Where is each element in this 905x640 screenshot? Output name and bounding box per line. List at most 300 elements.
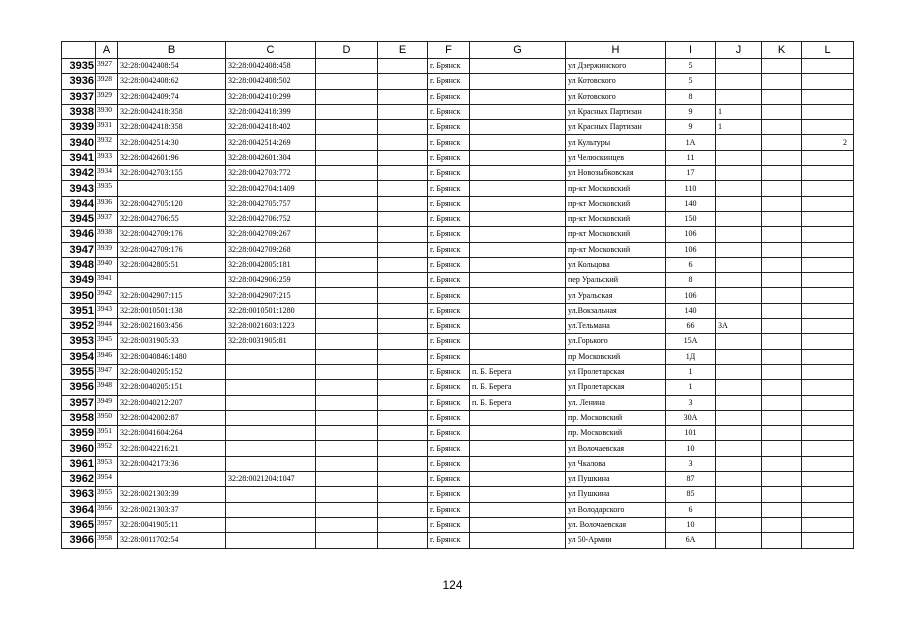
cell-a: 3938 [96,227,118,242]
cell-g [470,349,566,364]
cell-f: г. Брянск [428,135,470,150]
cell-j [716,533,762,548]
cell-e [378,517,428,532]
cell-k [762,150,802,165]
row-number: 3955 [62,364,96,379]
cell-j [716,517,762,532]
cell-d [316,319,378,334]
cell-d [316,120,378,135]
cell-a: 3928 [96,74,118,89]
table-row [62,196,854,211]
cell-f: г. Брянск [428,150,470,165]
cell-b: 32:28:0010501:138 [118,303,226,318]
cell-f: г. Брянск [428,104,470,119]
cell-i: 3 [666,456,716,471]
cell-a: 3946 [96,349,118,364]
cell-f: г. Брянск [428,441,470,456]
cell-b: 32:28:0042002:87 [118,410,226,425]
cell-j [716,89,762,104]
cell-b [118,472,226,487]
cell-g [470,196,566,211]
cell-j [716,395,762,410]
table-row [62,380,854,395]
cell-f: г. Брянск [428,410,470,425]
cell-i: 6 [666,257,716,272]
cell-g [470,242,566,257]
cell-i: 8 [666,89,716,104]
cell-g: п. Б. Берега [470,364,566,379]
cell-l [802,211,854,226]
row-number: 3940 [62,135,96,150]
cell-g [470,257,566,272]
row-number: 3953 [62,334,96,349]
cell-h: ул.Тельмана [566,319,666,334]
cell-j [716,364,762,379]
cell-c: 32:28:0042703:772 [226,166,316,181]
table-row [62,441,854,456]
cell-j [716,441,762,456]
cell-d [316,364,378,379]
cell-i: 1 [666,364,716,379]
row-number: 3963 [62,487,96,502]
cell-j [716,380,762,395]
cell-j [716,487,762,502]
cell-a: 3955 [96,487,118,502]
cell-c [226,349,316,364]
cell-f: г. Брянск [428,181,470,196]
cell-b: 32:28:0042705:120 [118,196,226,211]
cell-d [316,59,378,74]
cell-b: 32:28:0021303:39 [118,487,226,502]
cell-k [762,166,802,181]
cell-c: 32:28:0042706:752 [226,211,316,226]
cell-l [802,59,854,74]
cell-e [378,441,428,456]
table-row [62,364,854,379]
cell-j [716,303,762,318]
cell-f: г. Брянск [428,456,470,471]
cell-f: г. Брянск [428,380,470,395]
cell-i: 140 [666,196,716,211]
cell-e [378,242,428,257]
cell-g [470,288,566,303]
cell-i: 101 [666,426,716,441]
cell-f: г. Брянск [428,59,470,74]
row-number: 3959 [62,426,96,441]
cell-d [316,472,378,487]
cell-g [470,120,566,135]
cell-h: пр Московский [566,349,666,364]
cell-h: ул Володарского [566,502,666,517]
cell-l [802,288,854,303]
table-row [62,120,854,135]
cell-h: ул Дзержинского [566,59,666,74]
cell-d [316,288,378,303]
cell-h: пр-кт Московский [566,227,666,242]
cell-f: г. Брянск [428,211,470,226]
cell-b: 32:28:0041905:11 [118,517,226,532]
cell-j: 1 [716,104,762,119]
cell-a: 3953 [96,456,118,471]
table-row [62,456,854,471]
cell-j [716,502,762,517]
cell-h: ул Красных Партизан [566,104,666,119]
cell-b: 32:28:0031905:33 [118,334,226,349]
cell-a: 3933 [96,150,118,165]
cell-c [226,487,316,502]
cell-h: ул. Ленина [566,395,666,410]
cell-h: пр. Московский [566,426,666,441]
cell-g [470,166,566,181]
cell-b: 32:28:0042907:115 [118,288,226,303]
cell-i: 1А [666,135,716,150]
cell-a: 3956 [96,502,118,517]
cell-b: 32:28:0041604:264 [118,426,226,441]
cell-l [802,150,854,165]
cell-c [226,380,316,395]
cell-d [316,196,378,211]
cell-c: 32:28:0042418:399 [226,104,316,119]
cell-e [378,410,428,425]
cell-e [378,487,428,502]
row-number: 3936 [62,74,96,89]
cell-f: г. Брянск [428,303,470,318]
cell-c: 32:28:0042514:269 [226,135,316,150]
cell-i: 1 [666,380,716,395]
cell-g [470,59,566,74]
cell-h: ул Волочаевская [566,441,666,456]
cell-i: 3 [666,395,716,410]
cell-g [470,303,566,318]
row-number: 3938 [62,104,96,119]
cell-b: 32:28:0040205:152 [118,364,226,379]
cell-k [762,395,802,410]
cell-c: 32:28:0042705:757 [226,196,316,211]
cell-c: 32:28:0021204:1047 [226,472,316,487]
cell-c: 32:28:0042408:502 [226,74,316,89]
cell-k [762,242,802,257]
column-header-j: J [716,42,762,59]
cell-j [716,242,762,257]
cell-d [316,395,378,410]
cell-i: 110 [666,181,716,196]
cell-e [378,166,428,181]
cell-b: 32:28:0042601:96 [118,150,226,165]
cell-f: г. Брянск [428,426,470,441]
cell-d [316,150,378,165]
cell-k [762,441,802,456]
cell-e [378,89,428,104]
cell-b: 32:28:0042409:74 [118,89,226,104]
cell-a: 3932 [96,135,118,150]
table-row [62,533,854,548]
cell-i: 17 [666,166,716,181]
row-number: 3961 [62,456,96,471]
cell-b: 32:28:0042703:155 [118,166,226,181]
table-row [62,334,854,349]
cell-k [762,74,802,89]
cell-k [762,211,802,226]
row-number: 3950 [62,288,96,303]
cell-c [226,533,316,548]
cell-h: ул Чкалова [566,456,666,471]
cell-f: г. Брянск [428,533,470,548]
cell-d [316,349,378,364]
cell-a: 3941 [96,273,118,288]
cell-i: 150 [666,211,716,226]
cell-i: 6А [666,533,716,548]
cell-f: г. Брянск [428,364,470,379]
table-row [62,150,854,165]
row-number: 3935 [62,59,96,74]
column-header-a: A [96,42,118,59]
cell-g [470,74,566,89]
column-header-f: F [428,42,470,59]
cell-k [762,181,802,196]
cell-h: ул Уральская [566,288,666,303]
table-row [62,487,854,502]
cell-d [316,517,378,532]
cell-e [378,319,428,334]
cell-d [316,303,378,318]
cell-h: пр-кт Московский [566,242,666,257]
cell-d [316,181,378,196]
row-number: 3952 [62,319,96,334]
cell-d [316,456,378,471]
cell-e [378,181,428,196]
cell-g [470,456,566,471]
cell-j [716,74,762,89]
cell-h: пр. Московский [566,410,666,425]
cell-e [378,456,428,471]
cell-f: г. Брянск [428,349,470,364]
table-row [62,89,854,104]
cell-l [802,273,854,288]
cell-h: ул Челюскинцев [566,150,666,165]
row-number: 3957 [62,395,96,410]
cell-d [316,166,378,181]
row-number: 3946 [62,227,96,242]
cell-l [802,410,854,425]
cell-g [470,487,566,502]
cell-c [226,456,316,471]
cell-k [762,319,802,334]
cell-i: 106 [666,227,716,242]
cell-d [316,426,378,441]
cell-l [802,502,854,517]
row-number: 3951 [62,303,96,318]
row-number: 3941 [62,150,96,165]
table-row [62,74,854,89]
cell-l [802,89,854,104]
cell-f: г. Брянск [428,74,470,89]
cell-a: 3957 [96,517,118,532]
table-row [62,181,854,196]
table-row [62,426,854,441]
cell-j [716,150,762,165]
cell-c [226,502,316,517]
cell-l [802,319,854,334]
cell-a: 3942 [96,288,118,303]
row-number: 3966 [62,533,96,548]
cell-k [762,196,802,211]
table-row [62,59,854,74]
cell-e [378,395,428,410]
cell-a: 3945 [96,334,118,349]
cell-h: ул.Горького [566,334,666,349]
cell-f: г. Брянск [428,227,470,242]
cell-c: 32:28:0042907:215 [226,288,316,303]
table-row [62,135,854,150]
column-header-rownum [62,42,96,59]
cell-d [316,487,378,502]
cell-b: 32:28:0011702:54 [118,533,226,548]
cell-e [378,472,428,487]
cell-d [316,89,378,104]
cell-b: 32:28:0042216:21 [118,441,226,456]
cell-b: 32:28:0042408:54 [118,59,226,74]
cell-e [378,104,428,119]
cell-f: г. Брянск [428,273,470,288]
table-row [62,288,854,303]
cell-i: 85 [666,487,716,502]
cell-k [762,89,802,104]
cell-f: г. Брянск [428,242,470,257]
cell-l [802,487,854,502]
cell-k [762,303,802,318]
cell-l [802,196,854,211]
cell-e [378,380,428,395]
cell-e [378,257,428,272]
cell-e [378,227,428,242]
cell-i: 15А [666,334,716,349]
cell-d [316,273,378,288]
column-header-b: B [118,42,226,59]
cell-d [316,380,378,395]
cell-a: 3943 [96,303,118,318]
row-number: 3944 [62,196,96,211]
column-header-row [62,42,854,59]
table-row [62,349,854,364]
cell-d [316,74,378,89]
cell-b: 32:28:0042418:358 [118,104,226,119]
cell-h: ул Пушкина [566,472,666,487]
cell-d [316,441,378,456]
cell-g [470,211,566,226]
cell-h: ул Культуры [566,135,666,150]
cell-g [470,426,566,441]
cell-h: ул Кольцова [566,257,666,272]
cell-h: пр-кт Московский [566,211,666,226]
cell-f: г. Брянск [428,334,470,349]
cell-i: 140 [666,303,716,318]
cell-j [716,257,762,272]
row-number: 3962 [62,472,96,487]
row-number: 3958 [62,410,96,425]
cell-l: 2 [802,135,854,150]
page-number: 124 [442,578,463,592]
row-number: 3947 [62,242,96,257]
cell-g: п. Б. Берега [470,395,566,410]
cell-l [802,242,854,257]
table-row [62,517,854,532]
cell-i: 8 [666,273,716,288]
cell-j [716,135,762,150]
cell-i: 10 [666,441,716,456]
cell-k [762,533,802,548]
cell-g [470,181,566,196]
cell-d [316,104,378,119]
cell-j [716,211,762,226]
table-row [62,242,854,257]
cell-a: 3937 [96,211,118,226]
cell-e [378,426,428,441]
column-header-l: L [802,42,854,59]
cell-a: 3952 [96,441,118,456]
cell-b: 32:28:0042408:62 [118,74,226,89]
cell-e [378,196,428,211]
cell-b: 32:28:0042173:36 [118,456,226,471]
cell-l [802,472,854,487]
cell-h: ул Котовского [566,74,666,89]
row-number: 3948 [62,257,96,272]
spreadsheet-page [61,41,854,549]
cell-f: г. Брянск [428,166,470,181]
cell-e [378,349,428,364]
cell-f: г. Брянск [428,517,470,532]
table-row [62,303,854,318]
column-header-g: G [470,42,566,59]
cell-g: п. Б. Берега [470,380,566,395]
cell-k [762,380,802,395]
cell-l [802,120,854,135]
cell-c [226,364,316,379]
cell-g [470,410,566,425]
table-row [62,257,854,272]
cell-a: 3951 [96,426,118,441]
cell-b: 32:28:0042706:55 [118,211,226,226]
table-row [62,410,854,425]
cell-b: 32:28:0042514:30 [118,135,226,150]
cell-d [316,410,378,425]
cell-l [802,395,854,410]
cell-h: ул Пролетарская [566,380,666,395]
cell-f: г. Брянск [428,319,470,334]
column-header-h: H [566,42,666,59]
cell-h: ул 50-Армии [566,533,666,548]
cell-k [762,426,802,441]
cell-g [470,89,566,104]
cell-a: 3958 [96,533,118,548]
cell-b: 32:28:0021603:456 [118,319,226,334]
row-number: 3943 [62,181,96,196]
cell-g [470,502,566,517]
column-header-e: E [378,42,428,59]
cell-i: 1Д [666,349,716,364]
table-row [62,166,854,181]
cell-h: пр-кт Московский [566,181,666,196]
cell-f: г. Брянск [428,502,470,517]
cell-l [802,181,854,196]
cell-b: 32:28:0042418:358 [118,120,226,135]
cell-g [470,334,566,349]
cell-l [802,517,854,532]
row-number: 3956 [62,380,96,395]
cell-a: 3949 [96,395,118,410]
cell-j: 3А [716,319,762,334]
row-number: 3965 [62,517,96,532]
cell-a: 3935 [96,181,118,196]
